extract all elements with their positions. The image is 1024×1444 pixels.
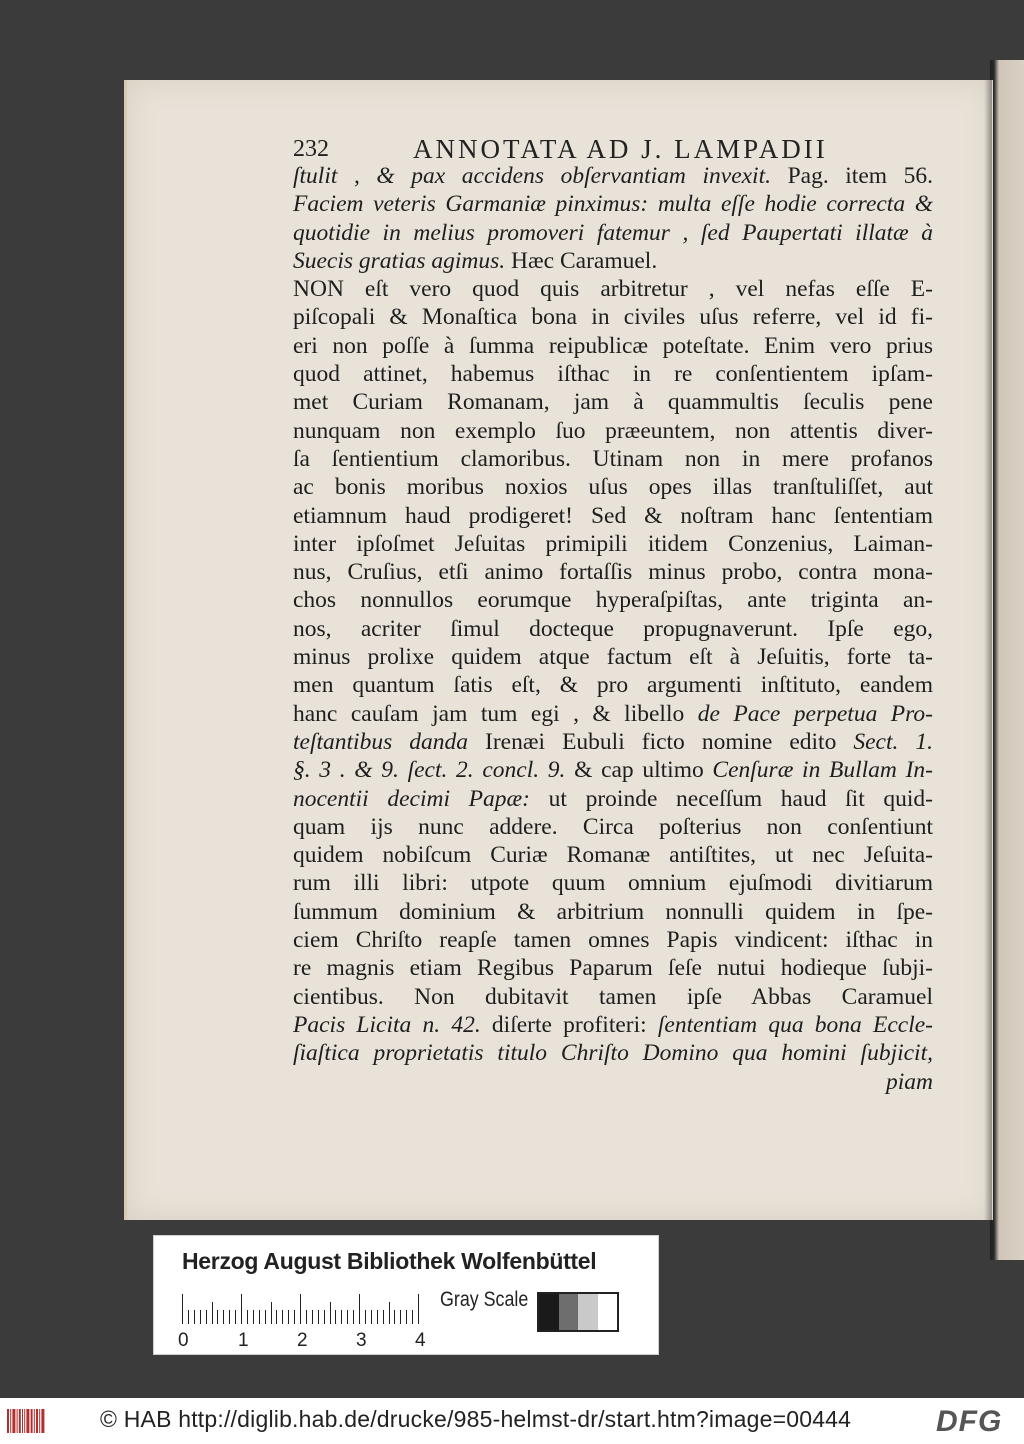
ruler-tick bbox=[412, 1310, 413, 1324]
ruler-tick bbox=[341, 1310, 342, 1324]
ruler-number-2: 2 bbox=[297, 1330, 308, 1351]
barcode-bar bbox=[41, 1409, 44, 1433]
text-line bbox=[293, 926, 933, 954]
page-number: 232 bbox=[293, 136, 329, 162]
roman-text: quidem nobiſcum Curiæ Romanæ antiſtites, ut nec Jeſuita- bbox=[293, 842, 933, 869]
barcode-bar bbox=[31, 1409, 33, 1433]
text-line bbox=[293, 190, 933, 218]
ruler-tick bbox=[383, 1310, 384, 1324]
hab-color-label bbox=[153, 1235, 659, 1355]
ruler-tick bbox=[324, 1310, 325, 1324]
running-head bbox=[293, 134, 933, 164]
ruler-tick bbox=[241, 1294, 242, 1324]
ruler-tick bbox=[265, 1310, 266, 1324]
ruler-tick bbox=[389, 1302, 390, 1324]
italic-text: Sect. 1. bbox=[853, 728, 933, 755]
roman-text: nos, acriter ſimul docteque propugnaverunt. Ipſe ego, bbox=[293, 615, 933, 642]
italic-text: teſtantibus danda bbox=[293, 728, 468, 755]
ruler-tick bbox=[212, 1302, 213, 1324]
italic-text: Pacis Licita n. 42. bbox=[293, 1011, 481, 1038]
ruler-tick bbox=[206, 1310, 207, 1324]
roman-text: cientibus. Non dubitavit tamen ipſe Abbas Caramuel bbox=[293, 983, 933, 1010]
adjacent-page-edge bbox=[990, 60, 1024, 1260]
catchword: piam bbox=[886, 1068, 933, 1095]
text-line bbox=[293, 473, 933, 501]
barcode-bar bbox=[34, 1409, 35, 1433]
roman-text: quam ijs nunc addere. Circa poſterius non conſentiunt bbox=[293, 813, 933, 840]
roman-text: re magnis etiam Regibus Paparum ſeſe nutui hodieque ſubji- bbox=[293, 955, 933, 982]
ruler-tick bbox=[371, 1310, 372, 1324]
text-line bbox=[293, 700, 933, 728]
roman-text: ſummum dominium & arbitrium nonnulli quidem in ſpe- bbox=[293, 898, 933, 925]
text-line bbox=[293, 813, 933, 841]
text-line bbox=[293, 388, 933, 416]
roman-text: ciem Chriſto reapſe tamen omnes Papis vindicent: iſthac in bbox=[293, 927, 933, 954]
ruler-tick bbox=[229, 1310, 230, 1324]
text-line bbox=[293, 954, 933, 982]
dfg-logo: DFG bbox=[936, 1405, 1003, 1438]
italic-text: ſtulit , & pax accidens obſervantiam invexit. bbox=[293, 163, 771, 189]
roman-text: piſcopali & Monaſtica bona in civiles uſus referre, vel id fi- bbox=[293, 304, 933, 331]
text-line bbox=[293, 869, 933, 897]
ruler-tick bbox=[365, 1310, 366, 1324]
barcode-bar bbox=[19, 1409, 21, 1433]
italic-text: quotidie in melius promoveri fatemur , ſed Paupertati illatæ à bbox=[293, 219, 933, 246]
roman-text: hanc cauſam jam tum egi , & libello bbox=[293, 700, 698, 727]
roman-text: chos nonnullos eorumque hyperaſpiſtas, ante triginta an- bbox=[293, 587, 933, 614]
ruler-tick bbox=[306, 1310, 307, 1324]
text-line bbox=[293, 1039, 933, 1067]
italic-text: de Pace perpetua Pro- bbox=[697, 700, 933, 727]
barcode-bar bbox=[24, 1409, 25, 1433]
ruler-tick bbox=[194, 1310, 195, 1324]
ruler-number-3: 3 bbox=[356, 1330, 367, 1351]
ruler-tick bbox=[418, 1294, 419, 1324]
ruler-tick bbox=[300, 1294, 301, 1324]
text-line bbox=[293, 162, 933, 190]
copyright-url[interactable]: © HAB http://diglib.hab.de/drucke/985-helmst-dr/start.htm?image=00444 bbox=[100, 1406, 852, 1432]
ruler-tick bbox=[406, 1310, 407, 1324]
ruler-tick bbox=[282, 1310, 283, 1324]
text-line bbox=[293, 728, 933, 756]
ruler-tick bbox=[312, 1310, 313, 1324]
roman-text: nus, Cruſius, etſi animo fortaſſis minus probo, contra mona- bbox=[293, 559, 933, 586]
italic-text: §. 3 . & 9. ſect. 2. concl. 9. bbox=[293, 757, 566, 784]
grayscale-swatches bbox=[537, 1292, 619, 1332]
text-line bbox=[293, 360, 933, 388]
scale-ruler bbox=[182, 1294, 432, 1324]
ruler-tick bbox=[253, 1310, 254, 1324]
roman-text: met Curiam Romanam, jam à quammultis ſeculis pene bbox=[293, 389, 933, 416]
roman-text: quod attinet, habemus iſthac in re conſentientem ipſam- bbox=[293, 361, 933, 388]
barcode-bar bbox=[36, 1409, 38, 1433]
italic-text: ſiaſtica proprietatis titulo Chriſto Domino qua homini ſubjicit, bbox=[293, 1040, 933, 1067]
roman-text: NON eſt vero quod quis arbitretur , vel nefas eſſe E- bbox=[293, 276, 933, 303]
text-line bbox=[293, 219, 933, 247]
text-line bbox=[293, 983, 933, 1011]
swatch-black bbox=[539, 1294, 559, 1330]
ruler-tick bbox=[188, 1310, 189, 1324]
ruler-tick bbox=[259, 1310, 260, 1324]
roman-text: ac bonis moribus noxios uſus opes illas tranſtuliſſet, aut bbox=[293, 474, 933, 501]
ruler-tick bbox=[223, 1310, 224, 1324]
ruler-tick bbox=[359, 1294, 360, 1324]
roman-text: minus prolixe quidem atque factum eſt à Jeſuitis, forte ta- bbox=[293, 644, 933, 671]
ruler-number-4: 4 bbox=[415, 1330, 426, 1351]
roman-text: men quantum ſatis eſt, & pro argumenti inſtituto, eandem bbox=[293, 672, 933, 699]
roman-text: & cap ultimo bbox=[565, 757, 713, 784]
italic-text: Faciem veteris Garmaniæ pinximus: multa eſſe hodie correcta & bbox=[293, 191, 933, 218]
swatch-white bbox=[598, 1294, 618, 1330]
text-line bbox=[293, 615, 933, 643]
text-line bbox=[293, 530, 933, 558]
footer-bar bbox=[0, 1398, 1024, 1444]
italic-text: Cenſuræ in Bullam In- bbox=[712, 757, 933, 784]
ruler-tick bbox=[276, 1310, 277, 1324]
text-block bbox=[293, 162, 933, 1096]
roman-text: inter ipſoſmet Jeſuitas primipili itidem Conzenius, Laiman- bbox=[293, 530, 933, 557]
ruler-number-0: 0 bbox=[178, 1330, 189, 1351]
ruler-tick bbox=[347, 1310, 348, 1324]
roman-text: nunquam non exemplo ſuo præeuntem, non attentis diver- bbox=[293, 417, 933, 444]
ruler-tick bbox=[400, 1310, 401, 1324]
text-line bbox=[293, 1011, 933, 1039]
barcode-bar bbox=[22, 1409, 23, 1433]
text-line bbox=[293, 586, 933, 614]
swatch-light-gray bbox=[578, 1294, 598, 1330]
text-line bbox=[293, 247, 933, 275]
text-line bbox=[293, 502, 933, 530]
roman-text: rum illi libri: utpote quum omnium ejuſmodi divitiarum bbox=[293, 870, 933, 897]
barcode-bar bbox=[26, 1409, 29, 1433]
ruler-tick bbox=[235, 1310, 236, 1324]
barcode-icon bbox=[6, 1407, 48, 1435]
text-line bbox=[293, 785, 933, 813]
text-line bbox=[293, 417, 933, 445]
roman-text: etiamnum haud prodigeret! Sed & noſtram hanc ſententiam bbox=[293, 502, 933, 529]
barcode-bar bbox=[17, 1409, 18, 1433]
text-line bbox=[293, 671, 933, 699]
ruler-tick bbox=[288, 1310, 289, 1324]
text-line bbox=[293, 643, 933, 671]
text-line bbox=[293, 303, 933, 331]
ruler-tick bbox=[353, 1310, 354, 1324]
italic-text: nocentii decimi Papæ: bbox=[293, 785, 530, 812]
ruler-tick bbox=[318, 1310, 319, 1324]
barcode-bar bbox=[7, 1409, 9, 1433]
roman-text: Irenæi Eubuli ficto nomine edito bbox=[468, 728, 854, 755]
text-line bbox=[293, 558, 933, 586]
swatch-dark-gray bbox=[559, 1294, 579, 1330]
ruler-tick bbox=[271, 1302, 272, 1324]
roman-text: eri non poſſe à ſumma reipublicæ poteſtate. Enim vero prius bbox=[293, 332, 933, 359]
grayscale-label: Gray Scale bbox=[440, 1288, 529, 1311]
spine-shadow bbox=[984, 80, 992, 1220]
text-line bbox=[293, 332, 933, 360]
ruler-tick bbox=[200, 1310, 201, 1324]
roman-text: ſa ſentientium clamoribus. Utinam non in mere profanos bbox=[293, 445, 933, 472]
text-line bbox=[293, 275, 933, 303]
barcode-bar bbox=[10, 1409, 11, 1433]
text-line bbox=[293, 445, 933, 473]
ruler-tick bbox=[330, 1302, 331, 1324]
roman-text: Hæc Caramuel. bbox=[505, 247, 658, 274]
ruler-tick bbox=[182, 1294, 183, 1324]
ruler-tick bbox=[335, 1310, 336, 1324]
ruler-tick bbox=[377, 1310, 378, 1324]
header-title: ANNOTATA AD J. LAMPADII bbox=[413, 134, 828, 164]
text-line bbox=[293, 841, 933, 869]
roman-text: diſerte profiteri: bbox=[480, 1011, 658, 1038]
text-line bbox=[293, 898, 933, 926]
ruler-tick bbox=[247, 1310, 248, 1324]
text-line bbox=[293, 756, 933, 784]
library-name: Herzog August Bibliothek Wolfenbüttel bbox=[182, 1248, 597, 1274]
roman-text: ut proinde neceſſum haud ſit quid- bbox=[530, 785, 933, 812]
roman-text: Pag. item 56. bbox=[770, 163, 933, 189]
italic-text: ſententiam qua bona Eccle- bbox=[657, 1011, 933, 1038]
ruler-tick bbox=[294, 1310, 295, 1324]
barcode-bar bbox=[39, 1409, 40, 1433]
barcode-bar bbox=[12, 1409, 15, 1433]
italic-text: Suecis gratias agimus. bbox=[293, 247, 506, 274]
ruler-tick bbox=[394, 1310, 395, 1324]
ruler-tick bbox=[217, 1310, 218, 1324]
ruler-number-1: 1 bbox=[238, 1330, 249, 1351]
